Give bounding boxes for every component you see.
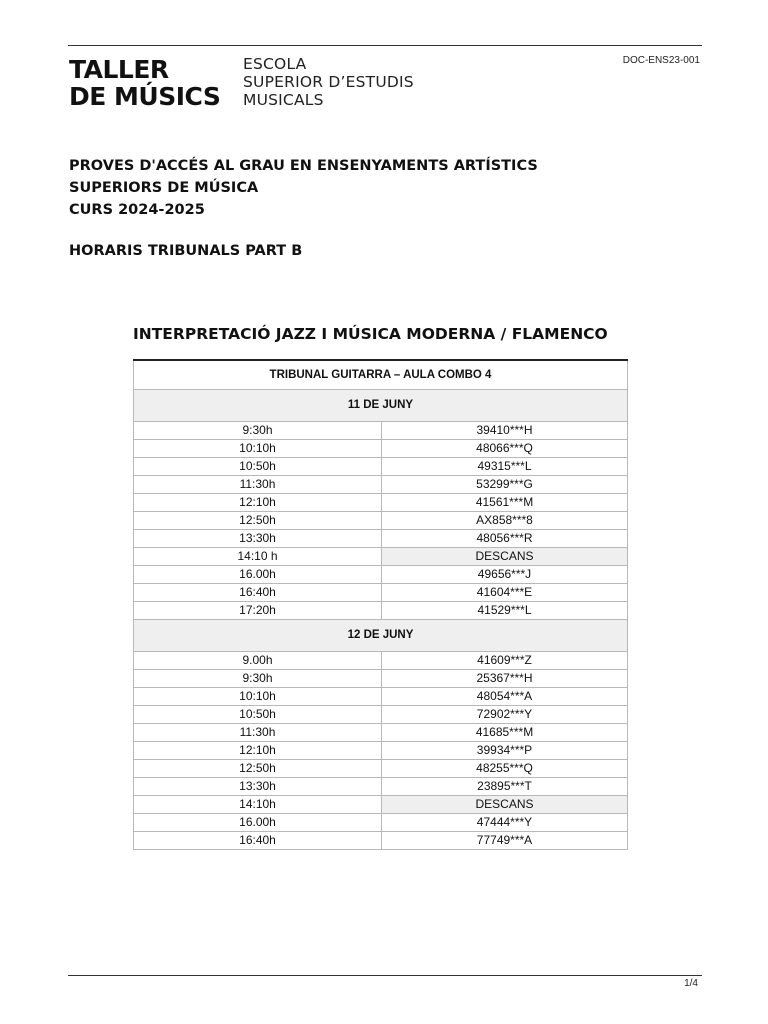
day-header-row — [134, 390, 628, 422]
candidate-id-cell: 48054***A — [382, 688, 628, 706]
table-row — [134, 530, 628, 548]
table-row — [134, 652, 628, 670]
candidate-id-cell: 48066***Q — [382, 440, 628, 458]
break-cell: DESCANS — [382, 548, 628, 566]
logo-line-1: TALLER — [69, 55, 169, 84]
time-cell: 9:30h — [134, 422, 382, 440]
day-header-row — [134, 620, 628, 652]
candidate-id-cell: 41561***M — [382, 494, 628, 512]
time-cell: 13:30h — [134, 778, 382, 796]
candidate-id-cell: 77749***A — [382, 832, 628, 850]
candidate-id-cell: 23895***T — [382, 778, 628, 796]
candidate-id-cell: 49315***L — [382, 458, 628, 476]
time-cell: 12:10h — [134, 494, 382, 512]
time-cell: 17:20h — [134, 602, 382, 620]
time-cell: 10:50h — [134, 458, 382, 476]
time-cell: 11:30h — [134, 476, 382, 494]
table-row — [134, 602, 628, 620]
title-line-3: CURS 2024-2025 — [69, 202, 205, 218]
subtitle-line-1: ESCOLA — [243, 55, 307, 73]
candidate-id-cell: 49656***J — [382, 566, 628, 584]
title-line-2: SUPERIORS DE MÚSICA — [69, 180, 259, 196]
title-line-1: PROVES D'ACCÉS AL GRAU EN ENSENYAMENTS ARTÍSTICS — [69, 158, 538, 174]
candidate-id-cell: 39410***H — [382, 422, 628, 440]
table-row — [134, 760, 628, 778]
candidate-id-cell: 41685***M — [382, 724, 628, 742]
table-row — [134, 796, 628, 814]
subtitle-line-2: SUPERIOR D’ESTUDIS — [243, 73, 414, 91]
day-label: 12 DE JUNY — [134, 620, 628, 652]
time-cell: 9:30h — [134, 670, 382, 688]
time-cell: 9.00h — [134, 652, 382, 670]
time-cell: 13:30h — [134, 530, 382, 548]
break-cell: DESCANS — [382, 796, 628, 814]
table-row — [134, 814, 628, 832]
day-label: 11 DE JUNY — [134, 390, 628, 422]
candidate-id-cell: 48056***R — [382, 530, 628, 548]
tribunal-header: TRIBUNAL GUITARRA – AULA COMBO 4 — [134, 360, 628, 390]
time-cell: 16:40h — [134, 584, 382, 602]
document-subheading: HORARIS TRIBUNALS PART B — [69, 243, 303, 259]
candidate-id-cell: 41604***E — [382, 584, 628, 602]
candidate-id-cell: 48255***Q — [382, 760, 628, 778]
logo-line-2: DE MÚSICS — [69, 82, 221, 111]
table-row — [134, 706, 628, 724]
time-cell: 16.00h — [134, 814, 382, 832]
tribunal-header-row — [134, 360, 628, 390]
table-row — [134, 832, 628, 850]
table-row — [134, 778, 628, 796]
time-cell: 10:50h — [134, 706, 382, 724]
table-row — [134, 494, 628, 512]
table-row — [134, 476, 628, 494]
candidate-id-cell: 72902***Y — [382, 706, 628, 724]
taller-de-musics-logo — [69, 56, 220, 110]
table-row — [134, 742, 628, 760]
candidate-id-cell: 41609***Z — [382, 652, 628, 670]
table-row — [134, 422, 628, 440]
table-row — [134, 670, 628, 688]
table-row — [134, 566, 628, 584]
candidate-id-cell: 47444***Y — [382, 814, 628, 832]
time-cell: 10:10h — [134, 440, 382, 458]
table-row — [134, 512, 628, 530]
candidate-id-cell: AX858***8 — [382, 512, 628, 530]
candidate-id-cell: 39934***P — [382, 742, 628, 760]
time-cell: 11:30h — [134, 724, 382, 742]
time-cell: 12:50h — [134, 760, 382, 778]
table-row — [134, 584, 628, 602]
schedule-table — [133, 359, 628, 850]
page-number: 1/4 — [684, 978, 698, 989]
top-divider — [68, 45, 702, 46]
table-row — [134, 688, 628, 706]
document-code: DOC-ENS23-001 — [622, 55, 700, 66]
table-row — [134, 458, 628, 476]
time-cell: 12:10h — [134, 742, 382, 760]
section-title: INTERPRETACIÓ JAZZ I MÚSICA MODERNA / FLAMENCO — [133, 325, 608, 343]
candidate-id-cell: 25367***H — [382, 670, 628, 688]
time-cell: 14:10 h — [134, 548, 382, 566]
candidate-id-cell: 41529***L — [382, 602, 628, 620]
table-row — [134, 724, 628, 742]
subtitle-line-3: MUSICALS — [243, 91, 324, 109]
table-row — [134, 440, 628, 458]
school-subtitle — [243, 55, 414, 109]
time-cell: 10:10h — [134, 688, 382, 706]
bottom-divider — [68, 975, 702, 976]
time-cell: 16:40h — [134, 832, 382, 850]
time-cell: 16.00h — [134, 566, 382, 584]
candidate-id-cell: 53299***G — [382, 476, 628, 494]
table-row — [134, 548, 628, 566]
document-title — [69, 155, 538, 221]
time-cell: 14:10h — [134, 796, 382, 814]
time-cell: 12:50h — [134, 512, 382, 530]
